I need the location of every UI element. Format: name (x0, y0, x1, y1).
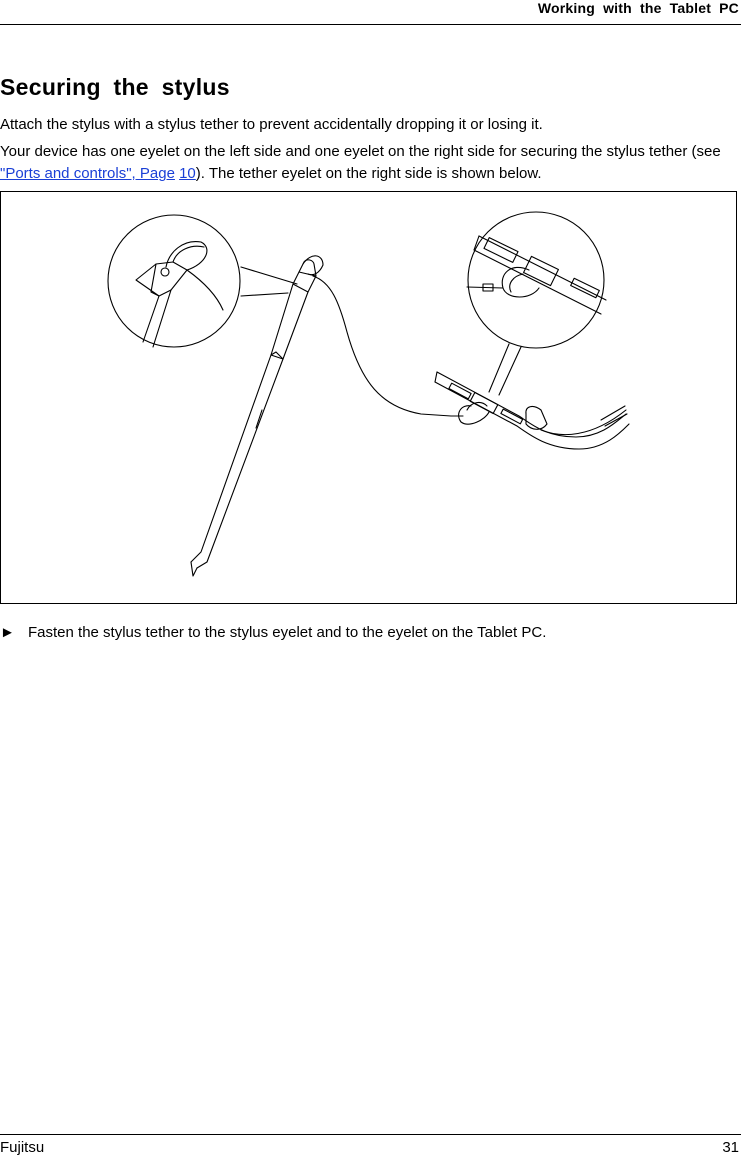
section-title: Securing the stylus (0, 74, 230, 100)
footer-divider (0, 1134, 741, 1135)
step-arrow-icon: ► (0, 624, 15, 641)
intro-paragraph: Attach the stylus with a stylus tether to prevent accidentally dropping it or losing it. (0, 116, 543, 133)
page-number-link[interactable]: 10 (179, 165, 196, 182)
footer-brand: Fujitsu (0, 1139, 45, 1156)
eyelet-paragraph-text-end: ). The tether eyelet on the right side is shown below. (195, 165, 542, 182)
tablet-eyelet-magnifier (467, 212, 606, 395)
eyelet-paragraph-text-start: Your device has one eyelet on the left side and one eyelet on the right side for securing the stylus tether (see (0, 143, 721, 160)
stylus-drawing (191, 256, 451, 576)
header-divider (0, 24, 741, 25)
tablet-corner-drawing (435, 372, 629, 449)
stylus-tether-illustration (0, 191, 737, 604)
eyelet-paragraph (0, 141, 735, 185)
cross-reference-link[interactable]: "Ports and controls", Page (0, 165, 175, 182)
stylus-eyelet-magnifier (108, 215, 297, 347)
illustration-drawing (1, 192, 738, 605)
page-number: 31 (722, 1139, 739, 1156)
instruction-text: Fasten the stylus tether to the stylus eyelet and to the eyelet on the Tablet PC. (28, 624, 547, 641)
instruction-step (0, 622, 546, 644)
running-header-title: Working with the Tablet PC (537, 0, 739, 16)
